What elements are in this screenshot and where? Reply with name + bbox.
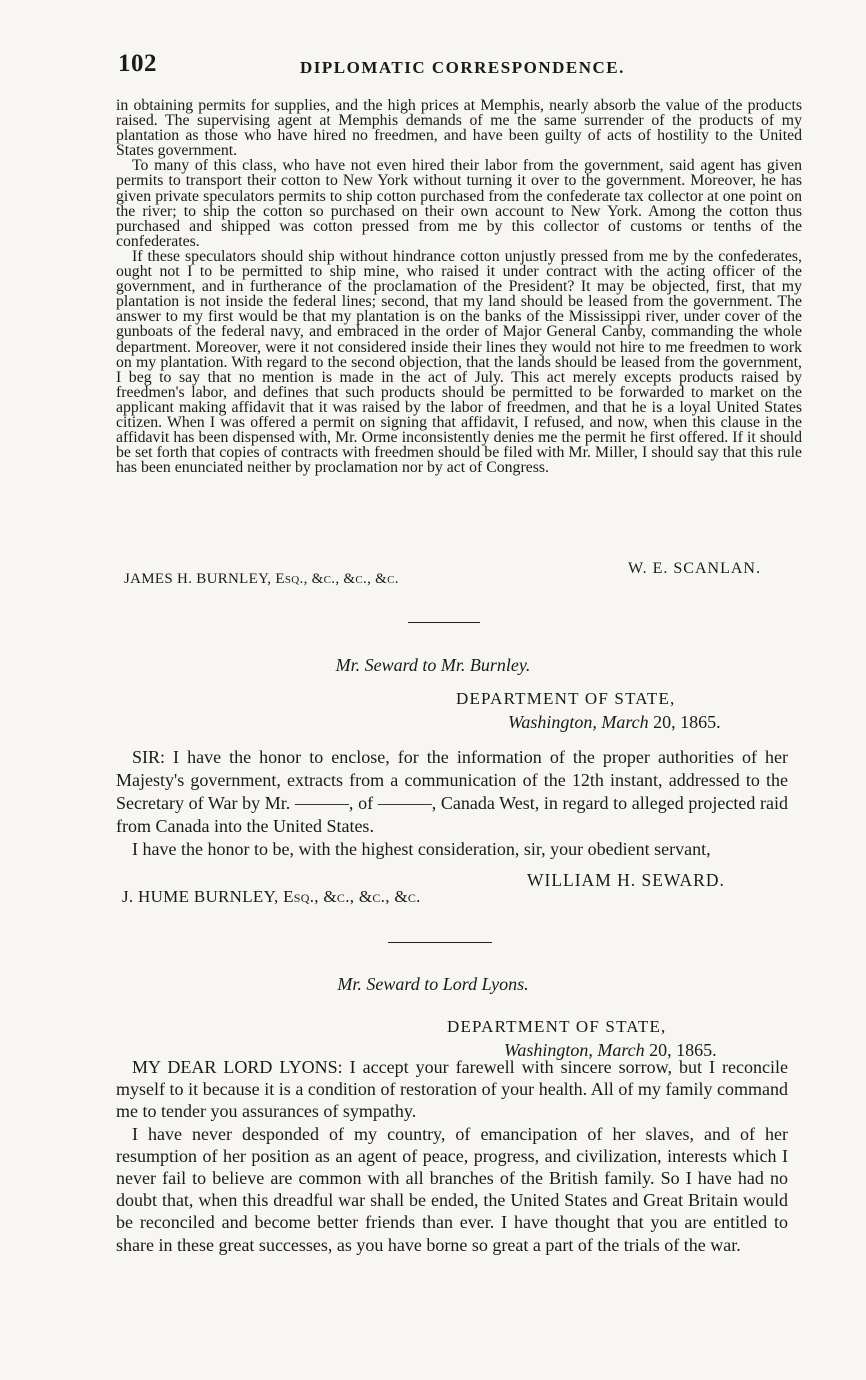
date-line [508, 712, 721, 733]
letter-scanlan-body [116, 98, 802, 475]
signature-scanlan: W. E. SCANLAN. [628, 560, 761, 577]
page-number: 102 [118, 50, 157, 77]
section-divider [388, 942, 492, 943]
paragraph: I have the honor to be, with the highest consideration, sir, your obedient servant, [132, 839, 711, 859]
date-value: 20, 1865. [653, 712, 721, 732]
letter-heading: Mr. Seward to Lord Lyons. [337, 974, 529, 994]
section-divider [408, 622, 480, 623]
letter-seward-burnley-body [116, 746, 788, 861]
paragraph: If these speculators should ship without hindrance cotton unjustly pressed from me by the confederates, ought not I to be permitted to ship mine, who raised it under contract with the acting officer of the government, and in furtherance of the proclamation of the President? It may be objected, first, that my plantation is not inside the federal lines; second, that my land should be leased from the government. The answer to my first would be that my plantation is on the banks of the Mississippi river, under cover of the gunboats of the federal navy, and embraced in the order of Major General Canby, commanding the whole department. Moreover, were it not considered inside their lines they would not hire to me freedmen to work on my plantation. With regard to the second objection, that the lands should be leased from the government, I beg to say that no mention is made in the act of July. This act merely excepts products raised by freedmen's labor, and defines that such products should be permitted to be forwarded to market on the applicant making affidavit that it was raised by the labor of freedmen, and that he is a loyal United States citizen. When I was offered a permit on signing that affidavit, I refused, and now, when this clause in the affidavit has been dispensed with, Mr. Orme inconsistently denies me the permit he first offered. If it should be set forth that copies of contracts with freedmen should be filed with Mr. Miller, I should say that this rule has been enunciated neither by proclamation nor by act of Congress. [116, 247, 802, 477]
date-place: Washington, March [508, 712, 649, 732]
addressee-burnley: JAMES H. BURNLEY, Esq., &c., &c., &c. [124, 571, 399, 587]
paragraph: I have never desponded of my country, of emancipation of her slaves, and of her resumption of her position as an agent of peace, progress, and civilization, interests which I never fail to believe are common with all branches of the British family. So I have had no doubt that, when this dreadful war shall be ended, the United States and Great Britain would be reconciled and become better friends than ever. I have thought that you are entitled to share in these great successes, as you have borne so great a part of the trials of the war. [116, 1123, 788, 1255]
letter-seward-lyons-body [116, 1056, 788, 1256]
department-line: DEPARTMENT OF STATE, [456, 689, 676, 708]
date-value: 20, 1865. [649, 1040, 717, 1060]
paragraph: To many of this class, who have not even hired their labor from the government, said agent has given permits to transport their cotton to New York without turning it over to the government. Moreover, he has given private speculators permits to ship cotton purchased from the confederate tax collector at one point on the river; to ship the cotton so purchased on their own account to New York. Among the cotton thus purchased and shipped was cotton pressed from me by this collector of customs or tenths of the confederates. [116, 157, 802, 250]
department-line: DEPARTMENT OF STATE, [447, 1017, 667, 1036]
running-title: DIPLOMATIC CORRESPONDENCE. [300, 58, 625, 77]
date-place: Washington, March [504, 1040, 645, 1060]
paragraph: in obtaining permits for supplies, and the high prices at Memphis, nearly absorb the value of the products raised. The supervising agent at Memphis demands of me the same surrender of the products of my plantation as those who have hired no freedmen, and have been guilty of acts of hostility to the United States government. [116, 97, 802, 160]
addressee-hume-burnley: J. HUME BURNLEY, Esq., &c., &c., &c. [122, 887, 421, 906]
paragraph: SIR: I have the honor to enclose, for the information of the proper authorities of her Majesty's government, extracts from a communication of the 12th instant, addressed to the Secretary of War by Mr. ———, of ———, Canada West, in regard to alleged projected raid from Canada into the United States. [116, 747, 788, 836]
letter-heading: Mr. Seward to Mr. Burnley. [335, 655, 531, 675]
paragraph: MY DEAR LORD LYONS: I accept your farewell with sincere sorrow, but I reconcile myself to it because it is a condition of restoration of your health. All of my family command me to tender you assurances of sympathy. [116, 1057, 788, 1122]
signature-seward: WILLIAM H. SEWARD. [527, 870, 725, 890]
